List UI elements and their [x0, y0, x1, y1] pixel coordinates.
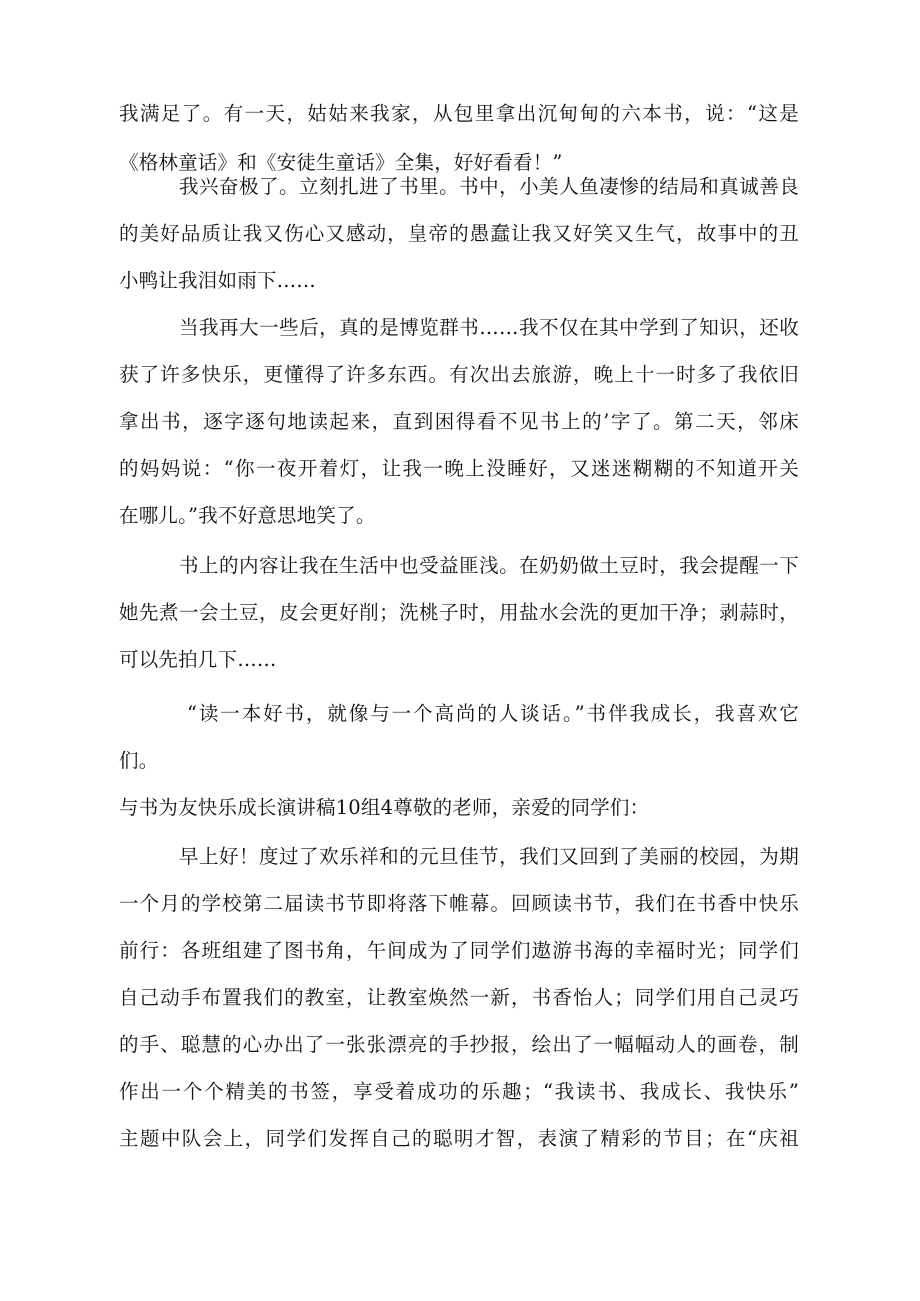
paragraph-line: 的妈妈说：“你一夜开着灯，让我一晚上没睡好，又迷迷糊糊的不知道开关 — [119, 457, 799, 480]
paragraph-line: 的美好品质让我又伤心又感动，皇帝的愚蠢让我又好笑又生气，故事中的丑 — [119, 222, 799, 245]
paragraph-line: 前行：各班组建了图书角，午间成为了同学们遨游书海的幸福时光；同学们 — [119, 939, 799, 962]
paragraph-line: 她先煮一会土豆，皮会更好削；洗桃子时，用盐水会洗的更加干净；剥蒜时， — [119, 601, 799, 624]
paragraph-line: 在哪儿。”我不好意思地笑了。 — [119, 504, 376, 527]
paragraph-line: 我兴奋极了。立刻扎进了书里。书中，小美人鱼凄惨的结局和真诚善良 — [179, 175, 799, 198]
paragraph-line: 们。 — [119, 749, 159, 772]
paragraph-line: 《格林童话》和《安徒生童话》全集，好好看看！” — [119, 151, 563, 174]
paragraph-line: 作出一个个精美的书签，享受着成功的乐趣；“我读书、我成长、我快乐” — [119, 1080, 799, 1103]
paragraph-line: 早上好！度过了欢乐祥和的元旦佳节，我们又回到了美丽的校园，为期 — [179, 845, 799, 868]
paragraph-line: 书上的内容让我在生活中也受益匪浅。在奶奶做土豆时，我会提醒一下 — [179, 554, 799, 577]
paragraph-line: 自己动手布置我们的教室，让教室焕然一新，书香怡人；同学们用自己灵巧 — [119, 986, 799, 1009]
section-heading-line: 与书为友快乐成长演讲稿10组4尊敬的老师，亲爱的同学们： — [119, 796, 650, 819]
paragraph-line: “读一本好书，就像与一个高尚的人谈话。”书伴我成长，我喜欢它 — [187, 702, 799, 725]
paragraph-line: 可以先拍几下…… — [119, 648, 277, 671]
paragraph-line: 我满足了。有一天，姑姑来我家，从包里拿出沉甸甸的六本书，说：“这是 — [119, 102, 799, 125]
paragraph-line: 拿出书，逐字逐句地读起来，直到困得看不见书上的’字了。第二天，邻床 — [119, 410, 799, 433]
paragraph-line: 主题中队会上，同学们发挥自己的聪明才智，表演了精彩的节目；在“庆祖 — [119, 1127, 799, 1150]
paragraph-line: 小鸭让我泪如雨下…… — [119, 269, 317, 292]
paragraph-line: 当我再大一些后，真的是博览群书……我不仅在其中学到了知识，还收 — [179, 316, 799, 339]
paragraph-line: 的手、聪慧的心办出了一张张漂亮的手抄报，绘出了一幅幅动人的画卷，制 — [119, 1033, 799, 1056]
paragraph-line: 获了许多快乐，更懂得了许多东西。有次出去旅游，晚上十一时多了我依旧 — [119, 363, 799, 386]
paragraph-line: 一个月的学校第二届读书节即将落下帷幕。回顾读书节，我们在书香中快乐 — [119, 892, 799, 915]
